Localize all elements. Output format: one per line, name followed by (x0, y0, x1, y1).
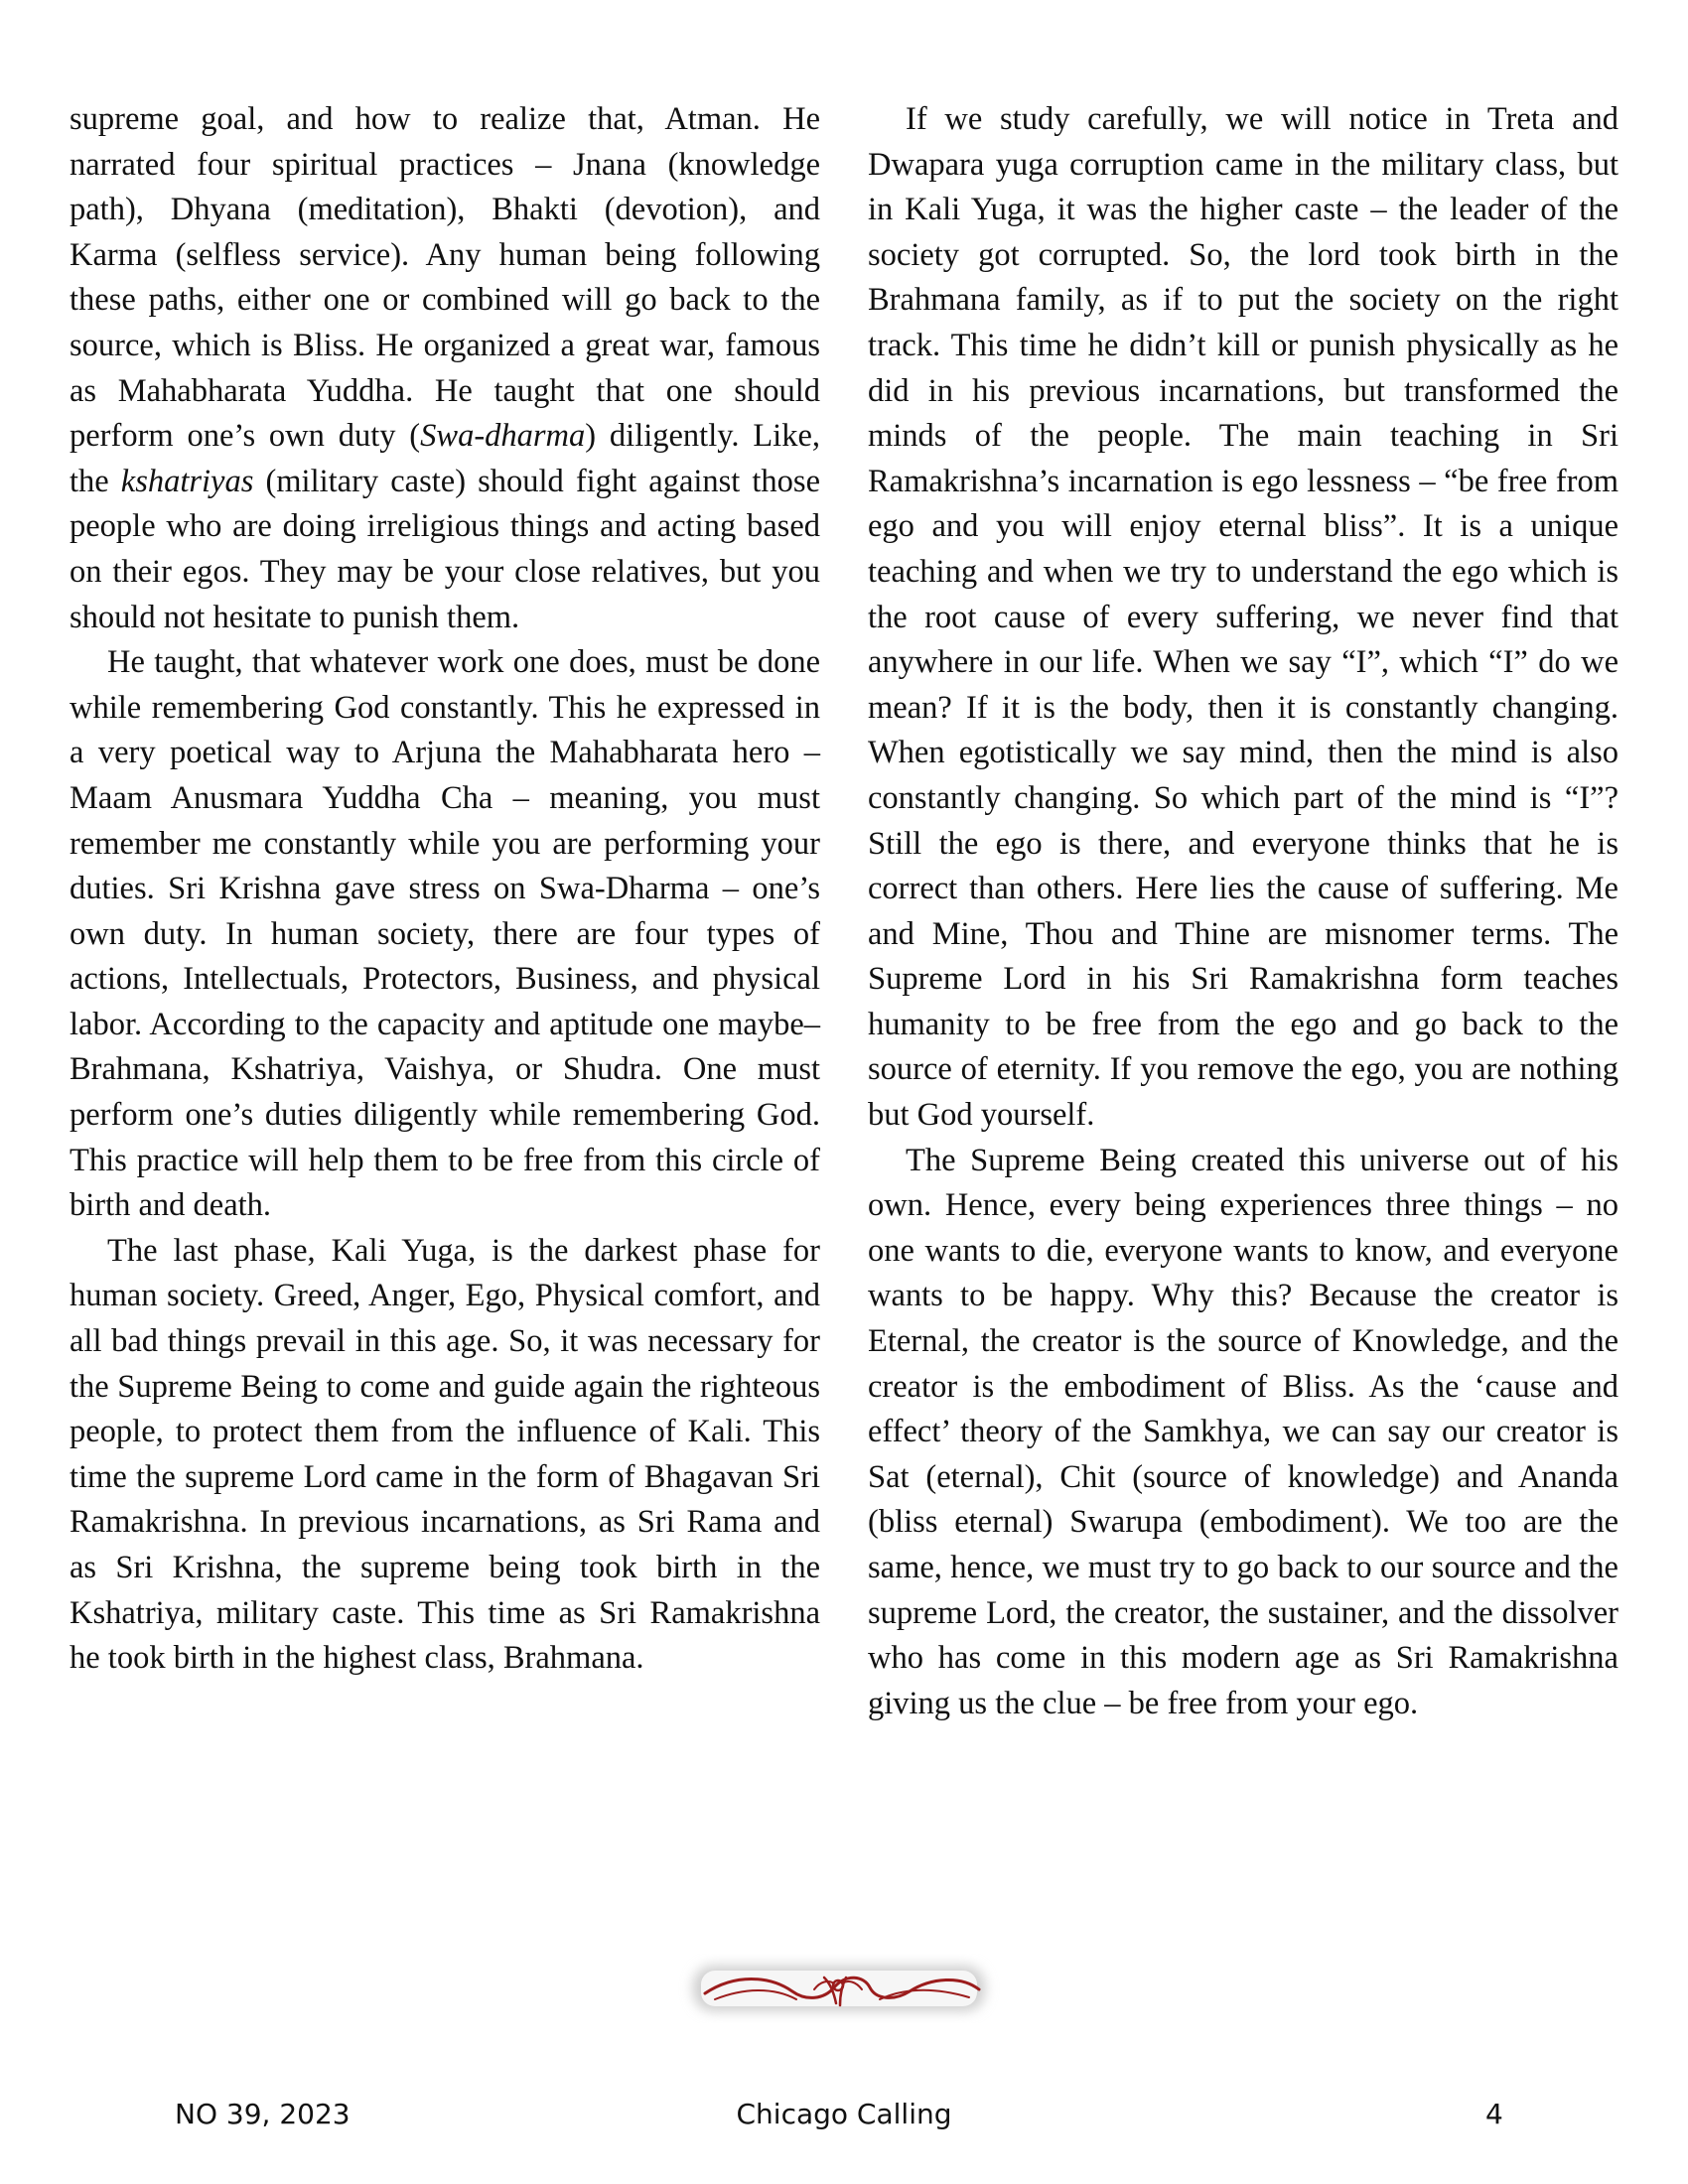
left-paragraph-1-end: (military caste) should fight against those people who are doing irreligious things and acting based on their egos. They may be your close relatives, but you should not hesitate to punish them. (70, 463, 820, 635)
footer-page-number: 4 (1485, 2098, 1503, 2130)
left-paragraph-1 (70, 97, 820, 640)
footer-title: Chicago Calling (736, 2098, 952, 2130)
right-paragraph-2: The Supreme Being created this universe out of his own. Hence, every being experiences three things – no one wants to die, everyone wants to know, and everyone wants to be happy. Why this? Because the creator is Eternal, the creator is the source of Knowledge, and the creator is the embodiment of Bliss. As the ‘cause and effect’ theory of the Samkhya, we can say our creator is Sat (eternal), Chit (source of knowledge) and Ananda (bliss eternal) Swarupa (embodiment). We too are the same, hence, we must try to go back to our source and the supreme Lord, the creator, the sustainer, and the dissolver who has come in this modern age as Sri Ramakrishna giving us the clue – be free from your ego. (868, 1142, 1618, 1721)
left-paragraph-1-mid: ) diligently. Like, the (70, 418, 820, 499)
right-column (868, 97, 1618, 1726)
red-swirl-divider-icon (675, 1954, 1003, 2023)
left-column (70, 97, 820, 1682)
right-paragraph-1: If we study carefully, we will notice in Treta and Dwapara yuga corruption came in the military class, but in Kali Yuga, it was the higher caste – the leader of the society got corrupted. So, the lord took birth in the Brahmana family, as if to put the society on the right track. This time he didn’t kill or punish physically as he did in his previous incarnations, but transformed the minds of the people. The main teaching in Sri Ramakrishna’s incarnation is ego lessness – “be free from ego and you will enjoy eternal bliss”. It is a unique teaching and when we try to understand the ego which is the root cause of every suffering, we never find that anywhere in our life. When we say “I”, which “I” do we mean? If it is the body, then it is constantly changing. When egotistically we say mind, then the mind is also constantly changing. So which part of the mind is “I”? Still the ego is there, and everyone thinks that he is correct than others. Here lies the cause of suffering. Me and Mine, Thou and Thine are misnomer terms. The Supreme Lord in his Sri Ramakrishna form teaches humanity to be free from the ego and go back to the source of eternity. If you remove the ego, you are nothing but God yourself. (868, 101, 1618, 1134)
left-paragraph-3: The last phase, Kali Yuga, is the darkest phase for human society. Greed, Anger, Ego, Physical comfort, and all bad things prevail in this age. So, it was necessary for the Supreme Being to come and guide again the righteous people, to protect them from the influence of Kali. This time the supreme Lord came in the form of Bhagavan Sri Ramakrishna. In previous incarnations, as Sri Rama and as Sri Krishna, the supreme being took birth in the Kshatriya, military caste. This time as Sri Ramakrishna he took birth in the highest class, Brahmana. (70, 1232, 820, 1677)
left-paragraph-1-text: supreme goal, and how to realize that, Atman. He narrated four spiritual practices – Jnana (knowledge path), Dhyana (meditation), Bhakti (devotion), and Karma (selfless service). Any human being following these paths, either one or combined will go back to the source, which is Bliss. He organized a great war, famous as Mahabharata Yuddha. He taught that one should perform one’s own duty ( (70, 101, 820, 455)
swa-dharma-term: Swa-dharma (420, 418, 586, 455)
left-paragraph-2: He taught, that whatever work one does, must be done while remembering God constantly. This he expressed in a very poetical way to Arjuna the Mahabharata hero – Maam Anusmara Yuddha Cha – meaning, you must remember me constantly while you are performing your duties. Sri Krishna gave stress on Swa-Dharma – one’s own duty. In human society, there are four types of actions, Intellectuals, Protectors, Business, and physical labor. According to the capacity and aptitude one maybe– Brahmana, Kshatriya, Vaishya, or Shudra. One must perform one’s duties diligently while remembering God. This practice will help them to be free from this circle of birth and death. (70, 644, 820, 1224)
footer-issue: NO 39, 2023 (175, 2098, 351, 2130)
kshatriyas-term: kshatriyas (120, 463, 254, 499)
